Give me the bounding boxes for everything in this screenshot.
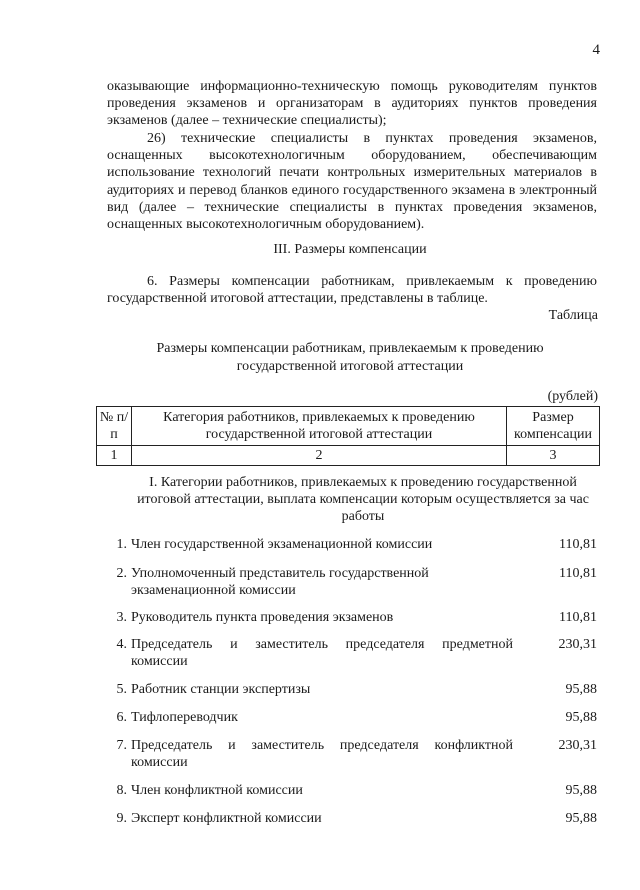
column-header-category: Категория работников, привлекаемых к проведению государственной итоговой аттестации bbox=[132, 407, 507, 446]
row-category: Работник станции экспертизы bbox=[131, 682, 311, 697]
row-number: 8. bbox=[116, 783, 127, 798]
row-category: Председатель и заместитель председателя предметной комиссии bbox=[131, 637, 513, 669]
row-number: 3. bbox=[116, 610, 127, 625]
row-category: Руководитель пункта проведения экзаменов bbox=[131, 610, 394, 625]
paragraph-continuation: оказывающие информационно-техническую помощь руководителям пунктов проведения экзаменов и организаторам в аудиториях пунктов проведения экзаменов (далее – технические специалисты); bbox=[107, 79, 597, 129]
row-number: 1. bbox=[116, 537, 127, 552]
row-category: Член государственной экзаменационной комиссии bbox=[131, 537, 433, 552]
row-amount: 110,81 bbox=[559, 537, 597, 552]
column-index-2: 2 bbox=[132, 446, 507, 466]
row-amount: 110,81 bbox=[559, 610, 597, 625]
table-header bbox=[96, 406, 600, 466]
row-number: 5. bbox=[116, 682, 127, 697]
row-category: Эксперт конфликтной комиссии bbox=[131, 811, 322, 826]
row-amount: 110,81 bbox=[559, 566, 597, 581]
column-header-number: № п/п bbox=[97, 407, 132, 446]
paragraph-item-26: 26) технические специалисты в пунктах проведения экзаменов, оснащенных высокотехнологичным оборудованием, обеспечивающим использование технологий печати контрольных измерительных материалов в аудиториях и перевод бланков единого государственного экзамена в электронный вид (далее – технические специалисты в пунктах проведения экзаменов, оснащенных высокотехнологичным оборудованием). bbox=[107, 131, 597, 233]
unit-note: (рублей) bbox=[547, 389, 598, 404]
row-amount: 230,31 bbox=[558, 738, 597, 753]
row-amount: 95,88 bbox=[565, 682, 597, 697]
row-category: Уполномоченный представитель государственной экзаменационной комиссии bbox=[131, 566, 429, 598]
row-number: 7. bbox=[116, 738, 127, 753]
row-amount: 230,31 bbox=[558, 637, 597, 652]
row-category: Тифлопереводчик bbox=[131, 710, 238, 725]
column-index-3: 3 bbox=[507, 446, 600, 466]
page-number: 4 bbox=[592, 42, 600, 58]
group-title: I. Категории работников, привлекаемых к проведению государственной итоговой аттестации, выплата компенсации которым осуществляется за час работы bbox=[137, 475, 589, 524]
paragraph-item-6: 6. Размеры компенсации работникам, привлекаемым к проведению государственной итоговой аттестации, представлены в таблице. bbox=[107, 274, 597, 307]
column-index-1: 1 bbox=[97, 446, 132, 466]
column-header-amount: Размер компенсации bbox=[507, 407, 600, 446]
row-amount: 95,88 bbox=[565, 710, 597, 725]
row-number: 4. bbox=[116, 637, 127, 652]
row-amount: 95,88 bbox=[565, 811, 597, 826]
row-amount: 95,88 bbox=[565, 783, 597, 798]
table-title: Размеры компенсации работникам, привлекаемым к проведению государственной итоговой аттестации bbox=[156, 341, 544, 374]
row-number: 9. bbox=[116, 811, 127, 826]
row-number: 2. bbox=[116, 566, 127, 581]
row-category: Член конфликтной комиссии bbox=[131, 783, 303, 798]
row-number: 6. bbox=[116, 710, 127, 725]
row-category: Председатель и заместитель председателя конфликтной комиссии bbox=[131, 738, 513, 770]
table-label: Таблица bbox=[548, 308, 598, 323]
section-title: III. Размеры компенсации bbox=[273, 242, 427, 257]
